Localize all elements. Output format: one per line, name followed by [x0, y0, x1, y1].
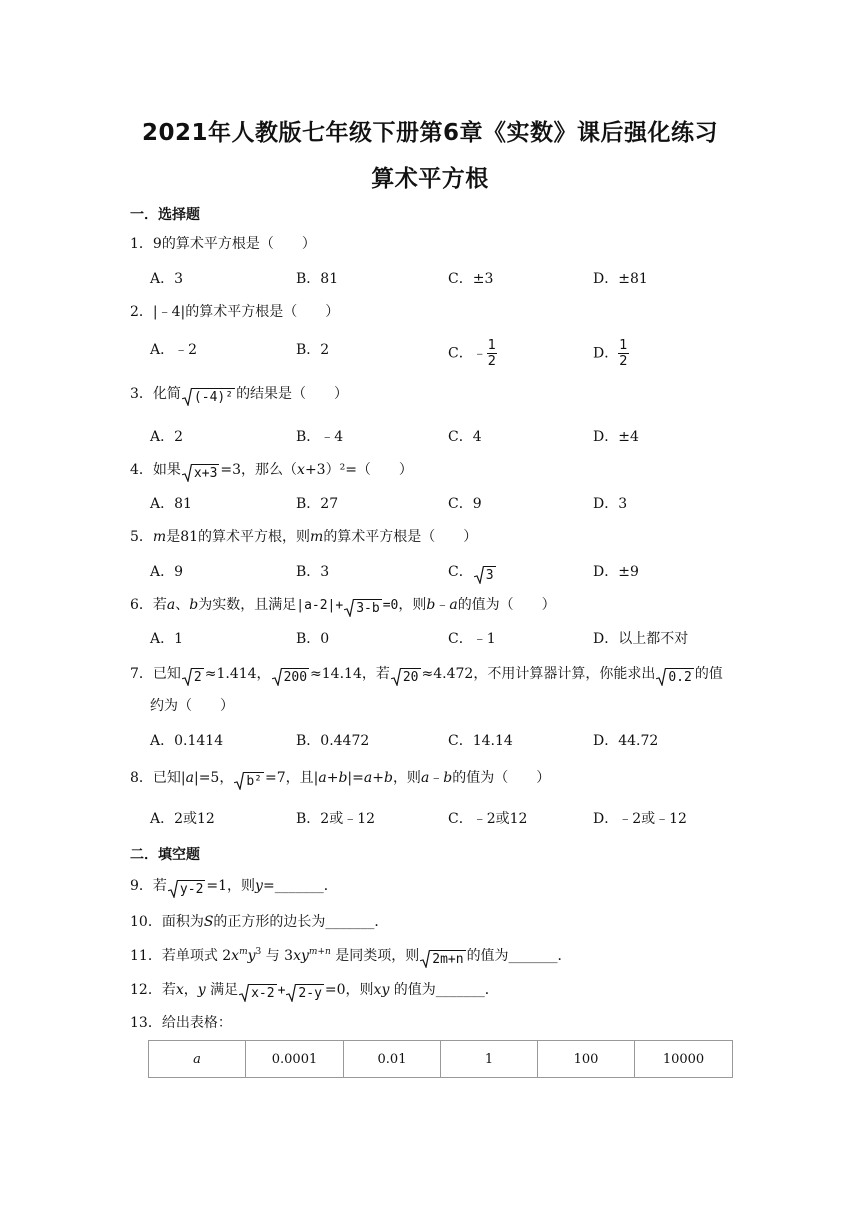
variable-b: b [189, 597, 199, 613]
variable-s: S [203, 914, 214, 930]
exponent-3: 3 [255, 947, 262, 957]
q8-text: ﹣ [429, 770, 444, 786]
question-1-options [150, 268, 750, 290]
option-a: A．3 [150, 271, 184, 287]
table-cell: 100 [538, 1041, 635, 1078]
q8-text: =7，且| [265, 770, 319, 786]
option-d-prefix: D． [593, 345, 619, 362]
option-c: C．4 [448, 429, 482, 445]
question-10 [130, 912, 388, 932]
variable-b: b [426, 597, 436, 613]
q6-text: 、 [175, 597, 190, 613]
variable-y: y [197, 982, 206, 998]
q9-blank: =_______． [262, 878, 338, 894]
q6-text: 的值为（ ） [457, 597, 556, 613]
radicand: 3 [485, 568, 494, 583]
question-4 [130, 460, 413, 482]
variable-a: a [363, 770, 373, 786]
variable-b: b [443, 770, 453, 786]
q7-text: ≈1.414， [204, 666, 271, 682]
radicand: 0.2 [668, 670, 692, 685]
sqrt-radical [182, 668, 204, 686]
q5-text-2: 的算术平方根是（ ） [323, 529, 478, 545]
q11-text: 与 3 [261, 948, 294, 964]
table-cell: 0.0001 [246, 1041, 344, 1078]
question-6 [130, 595, 556, 617]
variable-x: x [293, 948, 301, 964]
radicand: y-2 [179, 882, 204, 897]
variable-a: a [185, 770, 194, 786]
option-d [593, 339, 629, 368]
q4-prefix: 4．如果 [130, 462, 181, 478]
variable-m: m [310, 529, 324, 545]
q8-text: + [326, 770, 339, 786]
variable-y: y [255, 878, 263, 894]
radicand: 2m+n [432, 952, 464, 967]
q12-text: 满足 [205, 982, 239, 998]
q8-text: + [372, 770, 384, 786]
q12-text: 12．若 [130, 982, 176, 998]
question-6-options [150, 628, 750, 650]
option-a: A．2或12 [150, 811, 215, 827]
q4-suffix: +3）²=（ ） [304, 462, 413, 478]
question-9 [130, 876, 338, 898]
sqrt-radical [474, 566, 496, 584]
q6-text: 为实数，且满足 [198, 597, 297, 613]
option-d: D．44.72 [593, 733, 659, 749]
q5-text-1: 是81的算术平方根，则 [166, 529, 311, 545]
section-fill-heading: 二．填空题 [130, 847, 200, 863]
option-b: B．0 [296, 631, 330, 647]
question-4-options [150, 493, 750, 515]
radicand: 3-b [356, 601, 380, 616]
table-row [149, 1041, 733, 1078]
fraction-denominator: 2 [487, 354, 496, 369]
option-a: A．﹣2 [150, 342, 198, 358]
option-b: B．0.4472 [296, 733, 370, 749]
option-b: B．27 [296, 496, 339, 512]
table-cell: 0.01 [344, 1041, 441, 1078]
variable-y: y [247, 948, 256, 964]
q10-text: 10．面积为 [130, 914, 204, 930]
q9-text: 9．若 [130, 878, 167, 894]
option-b: B．3 [296, 564, 330, 580]
option-d: D．±4 [593, 429, 639, 445]
radicand: 2 [193, 670, 202, 685]
q12-blank: 的值为_______． [389, 982, 499, 998]
page-subtitle: 算术平方根 [371, 166, 489, 192]
sqrt-radical [656, 668, 693, 686]
question-8 [130, 768, 550, 790]
q11-text: 11．若单项式 2 [130, 948, 232, 964]
page-title: 2021年人教版七年级下册第6章《实数》课后强化练习 [141, 120, 719, 146]
question-7-line-2: 约为（ ） [150, 698, 234, 714]
question-2-options [150, 338, 750, 369]
value-table [148, 1040, 733, 1078]
variable-a: a [449, 597, 458, 613]
plus-sign: + [277, 983, 286, 998]
q4-middle: =3，那么（ [220, 462, 298, 478]
fraction-numerator: 1 [487, 338, 496, 353]
question-3-options [150, 426, 750, 448]
section-choice-heading: 一．选择题 [130, 207, 200, 223]
question-5-options [150, 561, 750, 583]
variable-a: a [420, 770, 430, 786]
variable-x: x [231, 948, 240, 964]
variable-a: a [318, 770, 327, 786]
q6-text: ﹣ [435, 597, 450, 613]
option-b: B．2或﹣12 [296, 811, 376, 827]
option-a: A．1 [150, 631, 184, 647]
q8-text: |= [347, 770, 364, 786]
radicand: 200 [283, 670, 308, 685]
q6-text: 6．若 [130, 597, 167, 613]
q6-text: ，则 [398, 597, 427, 613]
radicand: 20 [402, 670, 419, 685]
q12-text: =0，则 [324, 982, 374, 998]
sqrt-radical [344, 599, 381, 617]
sqrt-radical [239, 984, 276, 1002]
radicand: x-2 [251, 986, 275, 1001]
exponent-m-plus-n: m+n [308, 947, 331, 957]
equals-zero: =0 [382, 598, 399, 613]
option-a: A．2 [150, 429, 184, 445]
option-c [448, 561, 497, 584]
radicand: 2-y [298, 986, 322, 1001]
question-3 [130, 384, 348, 406]
option-c: C．14.14 [448, 733, 513, 749]
option-b: B．﹣4 [296, 429, 344, 445]
question-5 [130, 527, 477, 547]
question-1: 1．9的算术平方根是（ ） [130, 236, 316, 252]
q8-text: 8．已知| [130, 770, 186, 786]
question-7-options [150, 730, 750, 752]
sqrt-radical [391, 668, 421, 686]
q3-suffix: 的结果是（ ） [236, 386, 349, 402]
radicand: (-4)² [193, 390, 234, 405]
option-d: D．3 [593, 496, 628, 512]
option-a: A．0.1414 [150, 733, 224, 749]
sqrt-radical [182, 388, 235, 406]
sqrt-radical [286, 984, 323, 1002]
option-b: B．81 [296, 271, 339, 287]
sqrt-radical [420, 950, 465, 968]
variable-a: a [166, 597, 176, 613]
radicand: x+3 [193, 466, 218, 481]
q7-text: 的值 [694, 666, 723, 682]
option-c: C．9 [448, 496, 482, 512]
question-2: 2．|﹣4|的算术平方根是（ ） [130, 304, 340, 320]
table-header-cell: a [149, 1041, 246, 1078]
option-c-prefix: C． [448, 564, 473, 580]
table-cell: 10000 [635, 1041, 733, 1078]
variable-y: y [301, 948, 309, 964]
q3-prefix: 3．化简 [130, 386, 181, 402]
variable-x: x [297, 462, 305, 478]
option-c-prefix: C．﹣ [448, 345, 487, 362]
variable-m: m [152, 529, 167, 545]
option-c: C．±3 [448, 271, 494, 287]
option-c: C．﹣1 [448, 631, 496, 647]
question-12 [130, 980, 499, 1002]
question-13: 13．给出表格： [130, 1015, 232, 1031]
variable-b: b [338, 770, 348, 786]
table-cell: 1 [441, 1041, 538, 1078]
q11-blank: 的值为_______． [466, 948, 572, 964]
fraction [618, 339, 628, 368]
question-11 [130, 946, 572, 968]
variable-xy: xy [373, 982, 390, 998]
q9-text: =1，则 [206, 878, 256, 894]
q12-text: ， [183, 982, 198, 998]
option-d: D．±81 [593, 271, 648, 287]
q7-text: ≈4.472，不用计算器计算，你能求出 [421, 666, 656, 682]
sqrt-radical [182, 464, 219, 482]
q7-text: ≈14.14，若 [310, 666, 390, 682]
q10-text: 的正方形的边长为_______． [213, 914, 389, 930]
sqrt-radical [272, 668, 309, 686]
absolute-value-expression: |a-2| [296, 598, 336, 613]
q7-text: 7．已知 [130, 666, 181, 682]
option-d: D．以上都不对 [593, 631, 689, 647]
sqrt-radical [234, 772, 264, 790]
q11-text: 是同类项，则 [330, 948, 420, 964]
fraction [487, 339, 497, 368]
variable-x: x [175, 982, 184, 998]
variable-b: b [383, 770, 393, 786]
exponent-m: m [239, 947, 248, 957]
option-d: D．±9 [593, 564, 639, 580]
q5-number: 5． [130, 529, 153, 545]
question-7 [130, 664, 723, 686]
option-c [448, 339, 497, 368]
option-a: A．81 [150, 496, 192, 512]
fraction-denominator: 2 [619, 354, 628, 369]
q8-text: ，则 [392, 770, 421, 786]
q8-text: |=5， [193, 770, 234, 786]
sqrt-radical [168, 880, 205, 898]
q8-text: 的值为（ ） [452, 770, 551, 786]
radicand: b² [246, 774, 262, 789]
option-c: C．﹣2或12 [448, 811, 528, 827]
option-a: A．9 [150, 564, 184, 580]
option-b: B．2 [296, 342, 330, 358]
option-d: D．﹣2或﹣12 [593, 811, 687, 827]
fraction-numerator: 1 [619, 338, 628, 353]
question-8-options [150, 808, 750, 830]
plus-sign: + [335, 598, 344, 613]
